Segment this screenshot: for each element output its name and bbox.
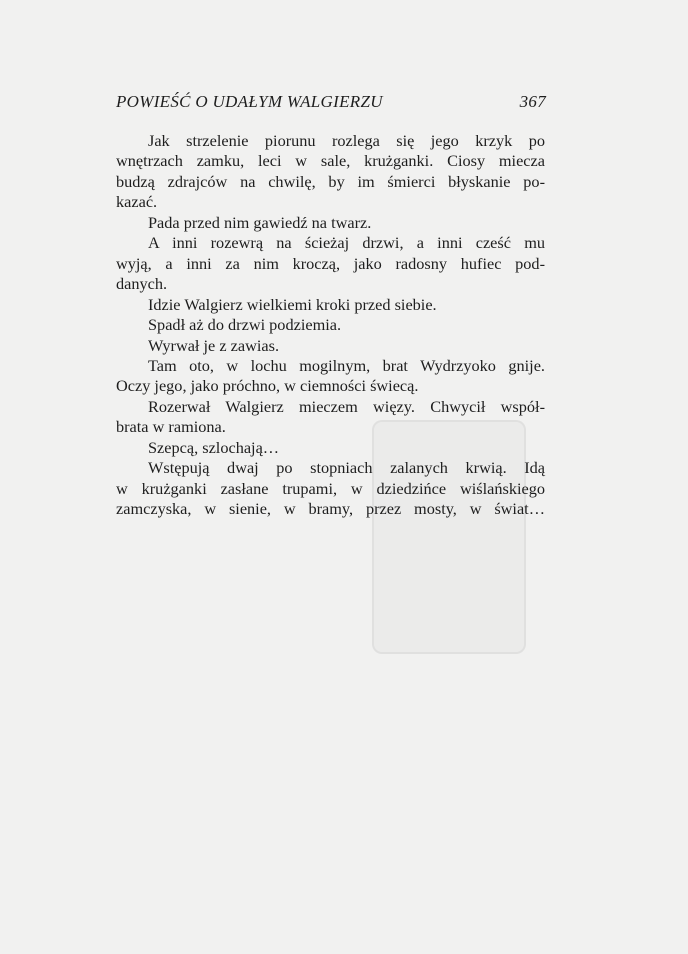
text-line: Wstępują dwaj po stopniach zalanych krwią. Idą <box>148 458 545 478</box>
text-line: wyją, a inni za nim kroczą, jako radosny hufiec pod- <box>116 253 545 273</box>
running-header <box>116 92 546 116</box>
text-line: danych. <box>116 274 168 294</box>
text-line: Oczy jego, jako próchno, w ciemności świecą. <box>116 376 419 396</box>
text-line: Tam oto, w lochu mogilnym, brat Wydrzyoko gnije. <box>148 355 545 375</box>
text-line: wnętrzach zamku, leci w sale, krużganki. Ciosy miecza <box>116 151 545 171</box>
text-line: Wyrwał je z zawias. <box>148 335 280 355</box>
running-title: POWIEŚĆ O UDAŁYM WALGIERZU <box>116 92 383 111</box>
text-line: Idzie Walgierz wielkiemi kroki przed siebie. <box>148 294 437 314</box>
text-line: kazać. <box>116 192 158 212</box>
body-text <box>116 131 545 520</box>
text-line: zamczyska, w sienie, w bramy, przez mosty, w świat… <box>116 499 545 519</box>
text-line: Szepcą, szlochają… <box>148 437 280 457</box>
text-line: budzą zdrajców na chwilę, by im śmierci błyskanie po- <box>116 171 545 191</box>
page-number: 367 <box>519 92 546 111</box>
text-line: brata w ramiona. <box>116 417 226 437</box>
text-line: Rozerwał Walgierz mieczem więzy. Chwycił współ- <box>148 396 545 416</box>
text-line: Spadł aż do drzwi podziemia. <box>148 315 342 335</box>
text-line: Jak strzelenie piorunu rozlega się jego krzyk po <box>148 131 545 150</box>
text-line: Pada przed nim gawiedź na twarz. <box>148 212 372 232</box>
text-line: A inni rozewrą na ścieżaj drzwi, a inni cześć mu <box>148 233 545 253</box>
text-line: w krużganki zasłane trupami, w dziedzińce wiślańskiego <box>116 478 545 498</box>
